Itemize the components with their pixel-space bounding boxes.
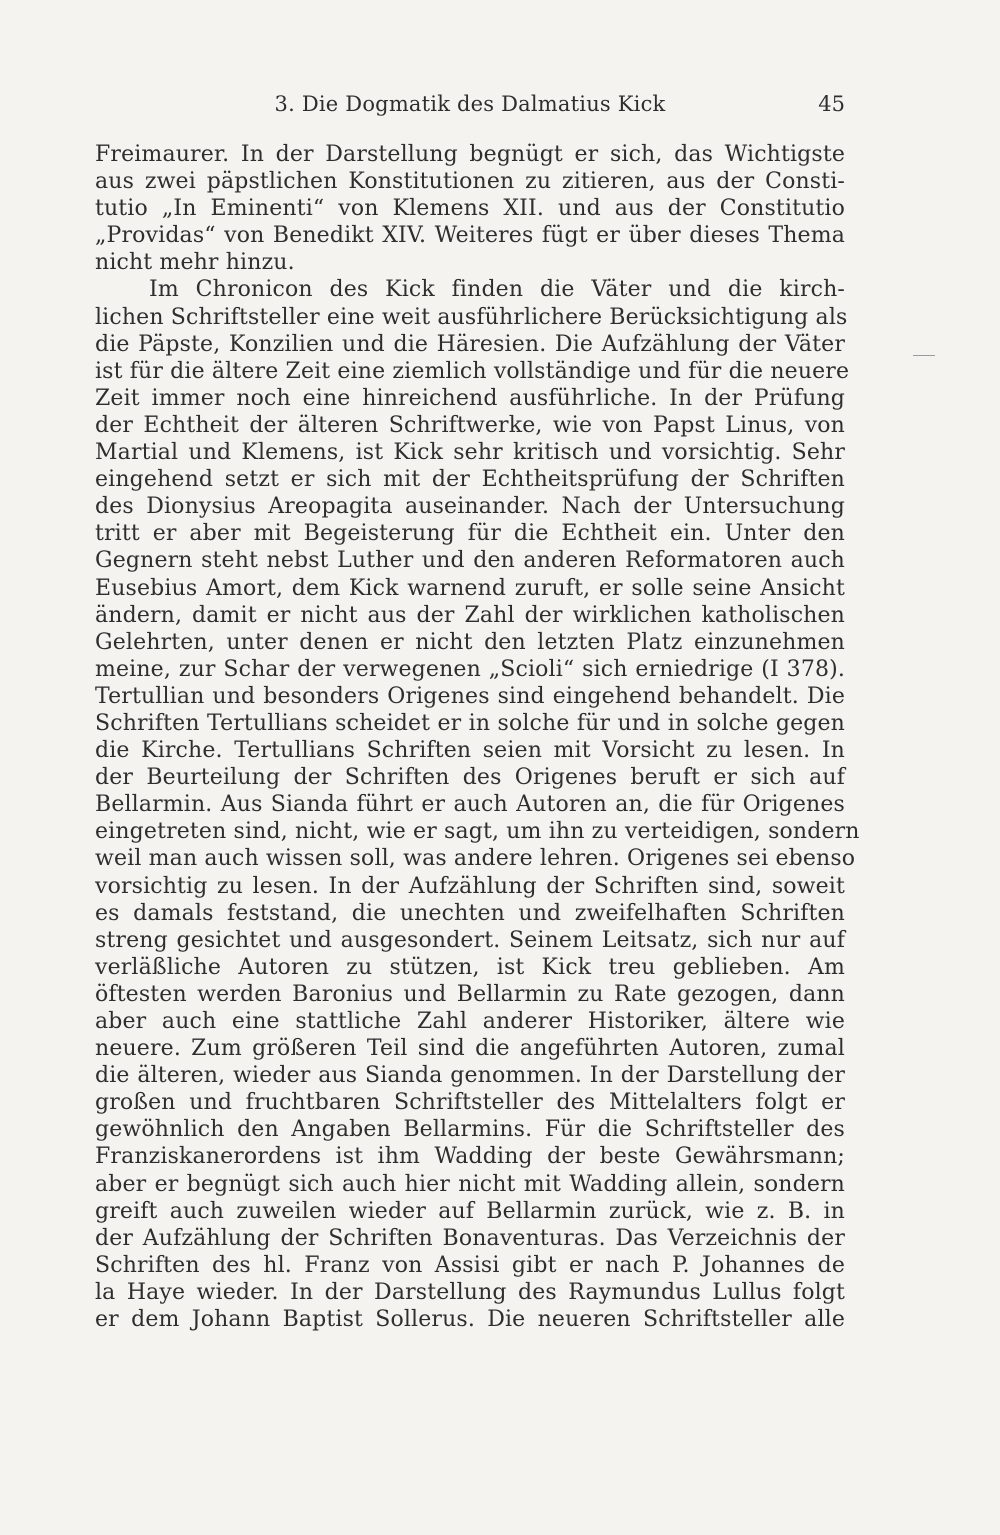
text-line: ändern, damit er nicht aus der Zahl der wirklichen katholischen <box>95 602 845 628</box>
text-line: Zeit immer noch eine hinreichend ausführliche. In der Prüfung <box>95 385 845 411</box>
text-line: ist für die ältere Zeit eine ziemlich vollständige und für die neuere <box>95 358 850 384</box>
text-line: neuere. Zum größeren Teil sind die angeführten Autoren, zumal <box>95 1036 845 1062</box>
text-line: die Päpste, Konzilien und die Häresien. Die Aufzählung der Väter <box>95 331 845 357</box>
text-line: der Aufzählung der Schriften Bonaventuras. Das Verzeichnis der <box>95 1225 845 1251</box>
text-line: Schriften des hl. Franz von Assisi gibt er nach P. Johannes de <box>95 1252 845 1278</box>
text-line: aus zwei päpstlichen Konstitutionen zu zitieren, aus der Consti- <box>95 169 845 195</box>
text-line: gewöhnlich den Angaben Bellarmins. Für die Schriftsteller des <box>95 1117 845 1143</box>
text-line: die Kirche. Tertullians Schriften seien mit Vorsicht zu lesen. In <box>95 738 845 764</box>
body-text <box>95 141 860 1333</box>
text-line: streng gesichtet und ausgesondert. Seinem Leitsatz, sich nur auf <box>95 927 845 953</box>
text-line: die älteren, wieder aus Sianda genommen. In der Darstellung der <box>95 1063 845 1089</box>
text-line: eingehend setzt er sich mit der Echtheitsprüfung der Schriften <box>95 467 845 493</box>
text-line: der Beurteilung der Schriften des Origenes beruft er sich auf <box>95 765 845 791</box>
text-line: greift auch zuweilen wieder auf Bellarmin zurück, wie z. B. in <box>95 1198 845 1224</box>
text-line: Eusebius Amort, dem Kick warnend zuruft, er solle seine Ansicht <box>95 575 845 601</box>
text-line: aber auch eine stattliche Zahl anderer Historiker, ältere wie <box>95 1009 845 1034</box>
text-line: der Echtheit der älteren Schriftwerke, wie von Papst Linus, von <box>95 412 845 438</box>
text-line: Freimaurer. In der Darstellung begnügt er sich, das Wichtigste <box>95 142 845 167</box>
text-line: des Dionysius Areopagita auseinander. Nach der Untersuchung <box>95 494 845 520</box>
text-line: Franziskanerordens ist ihm Wadding der beste Gewährsmann; <box>95 1144 845 1170</box>
text-line: nicht mehr hinzu. <box>95 250 295 276</box>
text-line: tritt er aber mit Begeisterung für die Echtheit ein. Unter den <box>95 521 845 547</box>
page-number: 45 <box>818 92 845 116</box>
running-title: 3. Die Dogmatik des Dalmatius Kick <box>274 92 666 116</box>
text-line: großen und fruchtbaren Schriftsteller des Mittelalters folgt er <box>95 1090 845 1116</box>
text-line: lichen Schriftsteller eine weit ausführlichere Berücksichtigung als <box>95 304 848 330</box>
text-line: Gelehrten, unter denen er nicht den letzten Platz einzunehmen <box>95 629 845 655</box>
text-line: aber er begnügt sich auch hier nicht mit Wadding allein, sondern <box>95 1171 845 1197</box>
text-line: vorsichtig zu lesen. In der Aufzählung der Schriften sind, soweit <box>95 873 845 899</box>
text-line: meine, zur Schar der verwegenen „Scioli“ sich erniedrige (I 378). <box>95 656 845 682</box>
text-line: öftesten werden Baronius und Bellarmin zu Rate gezogen, dann <box>95 981 845 1007</box>
text-line: Tertullian und besonders Origenes sind eingehend behandelt. Die <box>95 683 845 709</box>
running-head <box>95 92 845 120</box>
paragraph-first-line: Im Chronicon des Kick finden die Väter und die kirch- <box>149 277 845 303</box>
text-line: Martial und Klemens, ist Kick sehr kritisch und vorsichtig. Sehr <box>95 440 845 466</box>
text-line: la Haye wieder. In der Darstellung des Raymundus Lullus folgt <box>95 1279 845 1305</box>
text-line: Bellarmin. Aus Sianda führt er auch Autoren an, die für Origenes <box>95 792 845 818</box>
margin-mark <box>913 355 935 356</box>
text-line: weil man auch wissen soll, was andere lehren. Origenes sei ebenso <box>95 846 856 872</box>
text-line: eingetreten sind, nicht, wie er sagt, um ihn zu verteidigen, sondern <box>95 819 860 845</box>
text-line: er dem Johann Baptist Sollerus. Die neueren Schriftsteller alle <box>95 1307 845 1333</box>
text-line: Schriften Tertullians scheidet er in solche für und in solche gegen <box>95 710 845 736</box>
text-line: „Providas“ von Benedikt XIV. Weiteres fügt er über dieses Thema <box>95 223 845 249</box>
text-line: es damals feststand, die unechten und zweifelhaften Schriften <box>95 900 845 926</box>
text-line: Gegnern steht nebst Luther und den anderen Reformatoren auch <box>95 548 845 574</box>
text-line: tutio „In Eminenti“ von Klemens XII. und aus der Constitutio <box>95 196 845 222</box>
text-line: verläßliche Autoren zu stützen, ist Kick treu geblieben. Am <box>95 954 845 980</box>
